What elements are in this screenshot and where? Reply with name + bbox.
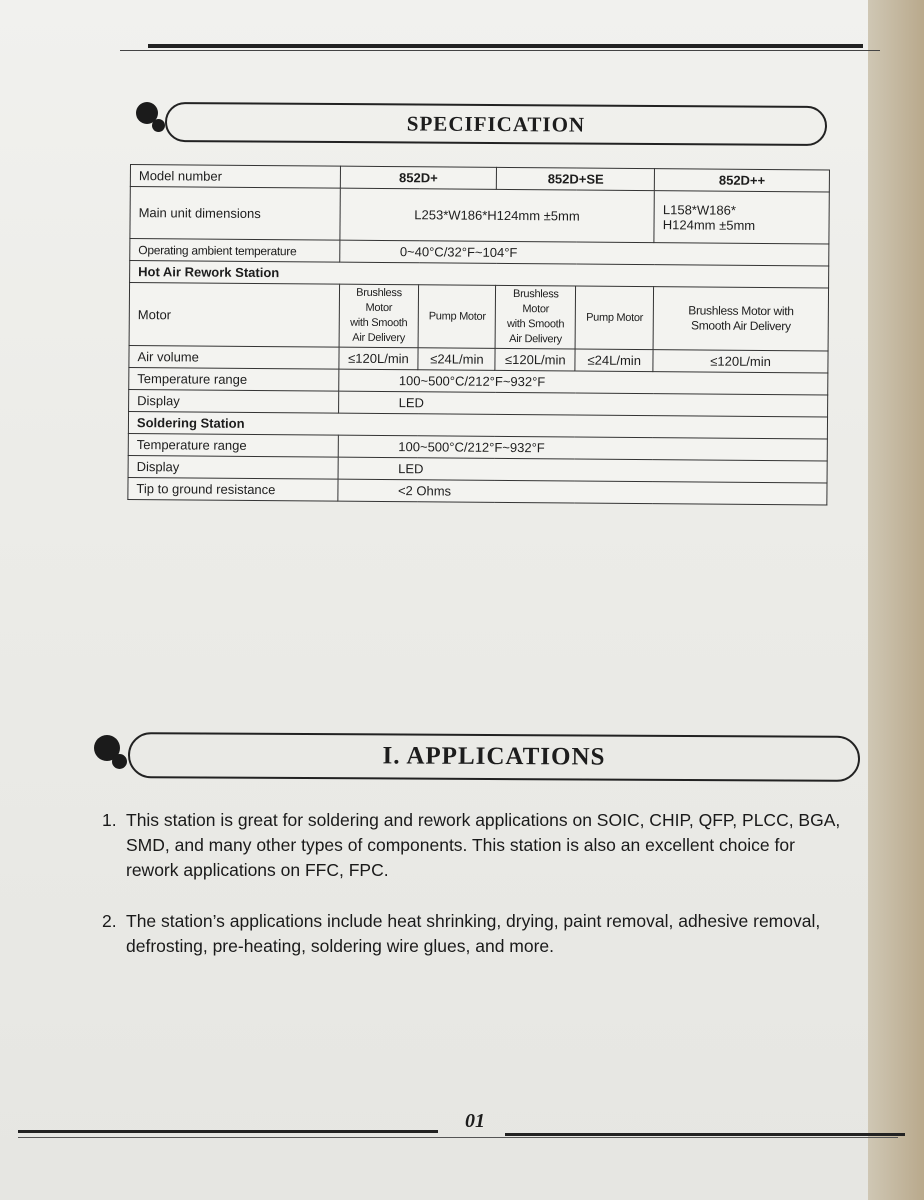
bottom-rule-right [505, 1133, 905, 1136]
label-dimensions: Main unit dimensions [130, 187, 340, 241]
value-dimensions: L253*W186*H124mm ±5mm [339, 188, 654, 242]
applications-list [102, 808, 847, 985]
motor-text-line: Brushless Motor [513, 288, 559, 316]
motor-852d-plus-brushless [339, 284, 419, 348]
value-solder-temperature: 100~500°C/212°F~932°F [338, 435, 828, 461]
list-item [102, 909, 847, 959]
motor-text-line: Pump Motor [586, 311, 644, 324]
list-item-number: 2. [102, 911, 117, 931]
label-ambient-temperature: Operating ambient temperature [130, 239, 340, 263]
section-hot-air-rework-station: Hot Air Rework Station [130, 261, 829, 288]
bullet-dot-small [152, 119, 165, 132]
list-item-number: 1. [102, 810, 117, 830]
motor-text-line: Air Delivery [352, 331, 406, 345]
motor-text-line: Brushless Motor with [688, 303, 794, 319]
motor-text-line: with Smooth [506, 317, 565, 331]
motor-text-line: Smooth Air Delivery [690, 318, 791, 334]
label-solder-temperature: Temperature range [128, 433, 338, 457]
list-item-text: The station’s applications include heat shrinking, drying, paint removal, adhesive removal, defrosting, pre-heating, soldering wire glues, and more. [126, 911, 821, 956]
motor-text-line: Air Delivery [509, 332, 562, 346]
label-motor: Motor [129, 283, 339, 348]
specification-title: SPECIFICATION [406, 110, 586, 137]
table-row-dimensions [130, 187, 829, 244]
bottom-rule-thin [18, 1137, 898, 1138]
value-hot-air-display: LED [338, 391, 828, 417]
specification-title-pill [165, 102, 827, 146]
value-solder-display: LED [338, 457, 828, 483]
motor-852d-plus-pump [419, 285, 496, 349]
model-852d-plus: 852D+ [340, 166, 497, 189]
air-volume-852d-plus-pump: ≤24L/min [418, 348, 495, 371]
top-rule-thin [120, 50, 880, 51]
air-volume-852d-plus-brushless: ≤120L/min [338, 347, 418, 370]
value-dimensions-852d-plus-plus [654, 191, 829, 244]
applications-title: I. APPLICATIONS [382, 742, 606, 771]
bullet-dot-small [112, 754, 127, 769]
air-volume-852d-plus-se-brushless: ≤120L/min [495, 348, 575, 371]
label-hot-air-display: Display [129, 389, 339, 413]
motor-text-line: Brushless Motor [356, 286, 402, 315]
list-item [102, 808, 847, 883]
value-ambient-temperature: 0~40°C/32°F~104°F [339, 240, 829, 266]
model-852d-plus-se: 852D+SE [497, 167, 655, 190]
bottom-rule-left [18, 1130, 438, 1133]
label-resistance: Tip to ground resistance [128, 477, 338, 501]
label-solder-display: Display [128, 455, 338, 479]
dimensions-line-2: H124mm ±5mm [662, 216, 756, 233]
label-model-number: Model number [130, 165, 340, 189]
motor-852d-plus-se-brushless [495, 285, 575, 349]
motor-852d-plus-plus [653, 287, 828, 351]
specification-table [127, 164, 830, 505]
dimensions-line-1: L158*W186* [662, 201, 736, 218]
label-air-volume: Air volume [129, 345, 339, 369]
table-row-motor [129, 283, 828, 351]
motor-text-line: with Smooth [350, 316, 408, 330]
air-volume-852d-plus-se-pump: ≤24L/min [575, 349, 653, 372]
model-852d-plus-plus: 852D++ [655, 169, 830, 192]
value-hot-air-temperature: 100~500°C/212°F~932°F [338, 369, 828, 395]
value-resistance: <2 Ohms [337, 479, 827, 505]
section-soldering-station: Soldering Station [128, 411, 827, 438]
motor-text-line: Pump Motor [428, 309, 486, 323]
applications-title-pill [128, 732, 860, 782]
motor-852d-plus-se-pump [575, 286, 653, 350]
label-hot-air-temperature: Temperature range [129, 367, 339, 391]
page-edge [868, 0, 924, 1200]
top-rule [148, 44, 863, 48]
air-volume-852d-plus-plus: ≤120L/min [653, 350, 828, 373]
page-number: 01 [465, 1110, 485, 1132]
list-item-text: This station is great for soldering and rework applications on SOIC, CHIP, QFP, PLCC, BGA, SMD, and many other types of components. This station is also an excellent choice for rework applications on FFC, FPC. [126, 810, 841, 880]
